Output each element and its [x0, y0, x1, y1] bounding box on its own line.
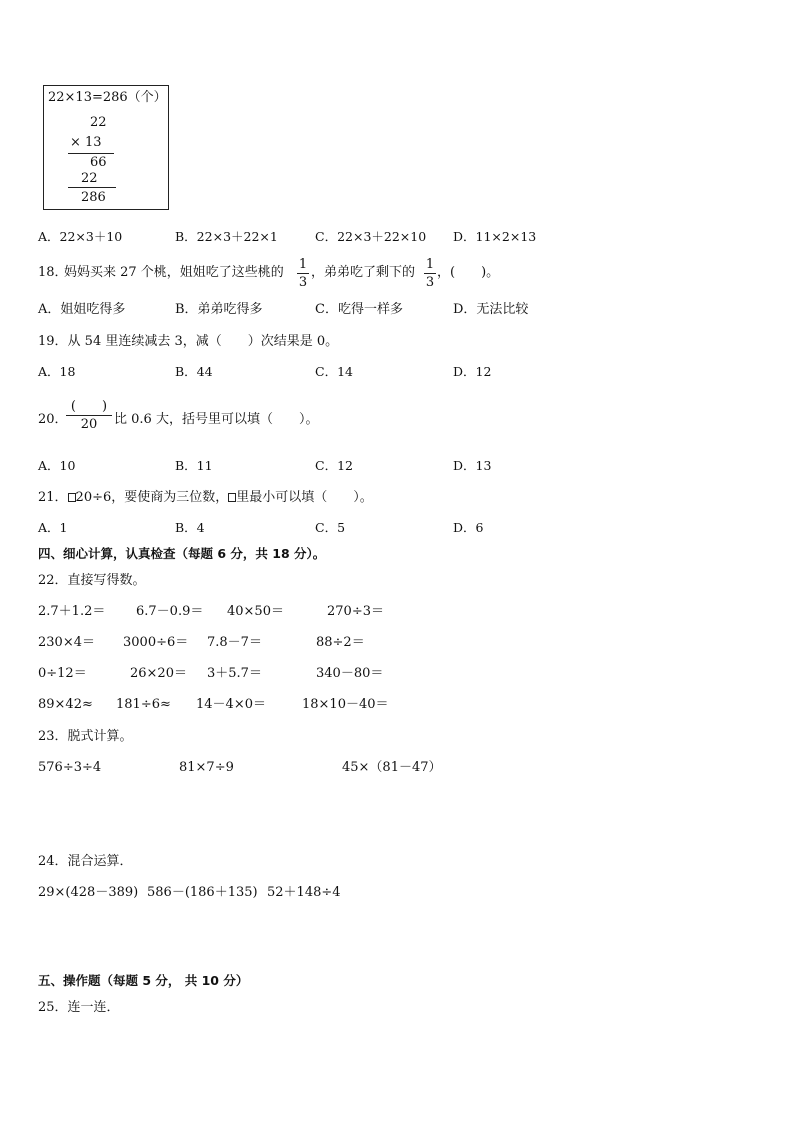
q17-option-b[interactable]: B．22×3＋22×1 — [175, 229, 278, 244]
vertical-multiplication-box — [43, 85, 169, 210]
q18-text-b: ，弟弟吃了剩下的 — [311, 265, 416, 280]
q20-text: 比 0.6 大，括号里可以填（ ）。 — [114, 412, 319, 427]
q21-text-b: 里最小可以填（ ）。 — [236, 490, 373, 505]
q22-item: 3＋5.7＝ — [207, 666, 262, 681]
q22-item: 6.7－0.9＝ — [136, 604, 204, 619]
q21-text-a: 20÷6，要使商为三位数， — [75, 490, 229, 505]
q18-text-c: ，( )。 — [437, 265, 500, 280]
mult-top-number: 22 — [90, 115, 107, 130]
q18-option-c[interactable]: C．吃得一样多 — [315, 302, 403, 317]
q19-option-d[interactable]: D．12 — [453, 364, 492, 379]
q20-option-c[interactable]: C．12 — [315, 458, 353, 473]
q25-title: 25．连一连． — [38, 1000, 120, 1015]
q22-item: 7.8－7＝ — [207, 635, 262, 650]
section-4-heading: 四、细心计算，认真检查（每题 6 分，共 18 分）。 — [38, 546, 326, 561]
q18-option-b[interactable]: B．弟弟吃得多 — [175, 302, 263, 317]
mult-rule-2 — [68, 187, 116, 188]
q22-item: 14－4×0＝ — [196, 697, 266, 712]
q23-title: 23．脱式计算。 — [38, 729, 133, 744]
mult-partial-2: 22 — [81, 171, 98, 186]
q18-frac2-den: 3 — [425, 275, 435, 290]
mult-rule-1 — [68, 153, 114, 154]
q18-fraction-2 — [424, 258, 436, 289]
q20-fraction — [66, 400, 112, 431]
fraction-bar — [297, 273, 309, 274]
q20-frac-den: 20 — [80, 417, 98, 432]
q21-option-c[interactable]: C．5 — [315, 520, 346, 535]
q19-text: 19．从 54 里连续减去 3，减（ ）次结果是 0。 — [38, 334, 339, 349]
q24-title: 24．混合运算． — [38, 854, 133, 869]
q21-option-b[interactable]: B．4 — [175, 520, 205, 535]
q22-title: 22．直接写得数。 — [38, 573, 146, 588]
q18-frac2-num: 1 — [425, 257, 435, 272]
q18-number: 18． — [38, 265, 68, 280]
q18-frac1-num: 1 — [298, 257, 308, 272]
blank-square-icon — [68, 493, 76, 502]
q20-option-b[interactable]: B．11 — [175, 458, 213, 473]
q20-option-d[interactable]: D．13 — [453, 458, 492, 473]
q24-item: 29×(428－389) — [38, 885, 139, 900]
q18-frac1-den: 3 — [298, 275, 308, 290]
fraction-bar — [424, 273, 436, 274]
q21-line — [38, 491, 373, 504]
q17-option-a[interactable]: A．22×3＋10 — [38, 229, 123, 244]
q21-number: 21． — [38, 490, 68, 505]
q18-option-a[interactable]: A．姐姐吃得多 — [38, 302, 126, 317]
q24-item: 586－(186＋135) — [147, 885, 258, 900]
q22-item: 230×4＝ — [38, 635, 95, 650]
q22-item: 26×20＝ — [130, 666, 187, 681]
q22-item: 88÷2＝ — [316, 635, 365, 650]
mult-multiplier: × 13 — [70, 135, 102, 150]
q23-item: 576÷3÷4 — [38, 760, 102, 775]
q17-option-d[interactable]: D．11×2×13 — [453, 229, 537, 244]
q18-fraction-1 — [297, 258, 309, 289]
q19-option-b[interactable]: B．44 — [175, 364, 213, 379]
q22-item: 89×42≈ — [38, 697, 93, 712]
q18-text-a: 妈妈买来 27 个桃，姐姐吃了这些桃的 — [64, 265, 284, 280]
q22-item: 0÷12＝ — [38, 666, 87, 681]
q20-frac-num: ( ) — [70, 399, 108, 414]
section-5-heading: 五、操作题（每题 5 分， 共 10 分） — [38, 973, 249, 988]
q22-item: 181÷6≈ — [116, 697, 171, 712]
q18-option-d[interactable]: D．无法比较 — [453, 302, 529, 317]
q17-option-c[interactable]: C．22×3＋22×10 — [315, 229, 427, 244]
q19-option-a[interactable]: A．18 — [38, 364, 76, 379]
q23-item: 81×7÷9 — [179, 760, 234, 775]
fraction-bar — [66, 415, 112, 416]
q24-item: 52＋148÷4 — [267, 885, 341, 900]
q22-item: 40×50＝ — [227, 604, 284, 619]
mult-header: 22×13=286（个） — [48, 90, 167, 105]
q22-item: 2.7＋1.2＝ — [38, 604, 106, 619]
q23-item: 45×（81－47） — [342, 760, 442, 775]
q21-option-a[interactable]: A．1 — [38, 520, 68, 535]
q22-item: 3000÷6＝ — [123, 635, 189, 650]
q20-option-a[interactable]: A．10 — [38, 458, 76, 473]
q19-option-c[interactable]: C．14 — [315, 364, 353, 379]
q22-item: 18×10－40＝ — [302, 697, 389, 712]
q22-item: 270÷3＝ — [327, 604, 384, 619]
mult-partial-1: 66 — [90, 155, 107, 170]
q22-item: 340－80＝ — [316, 666, 384, 681]
mult-result: 286 — [81, 190, 106, 205]
q20-number: 20． — [38, 412, 68, 427]
q21-option-d[interactable]: D．6 — [453, 520, 484, 535]
